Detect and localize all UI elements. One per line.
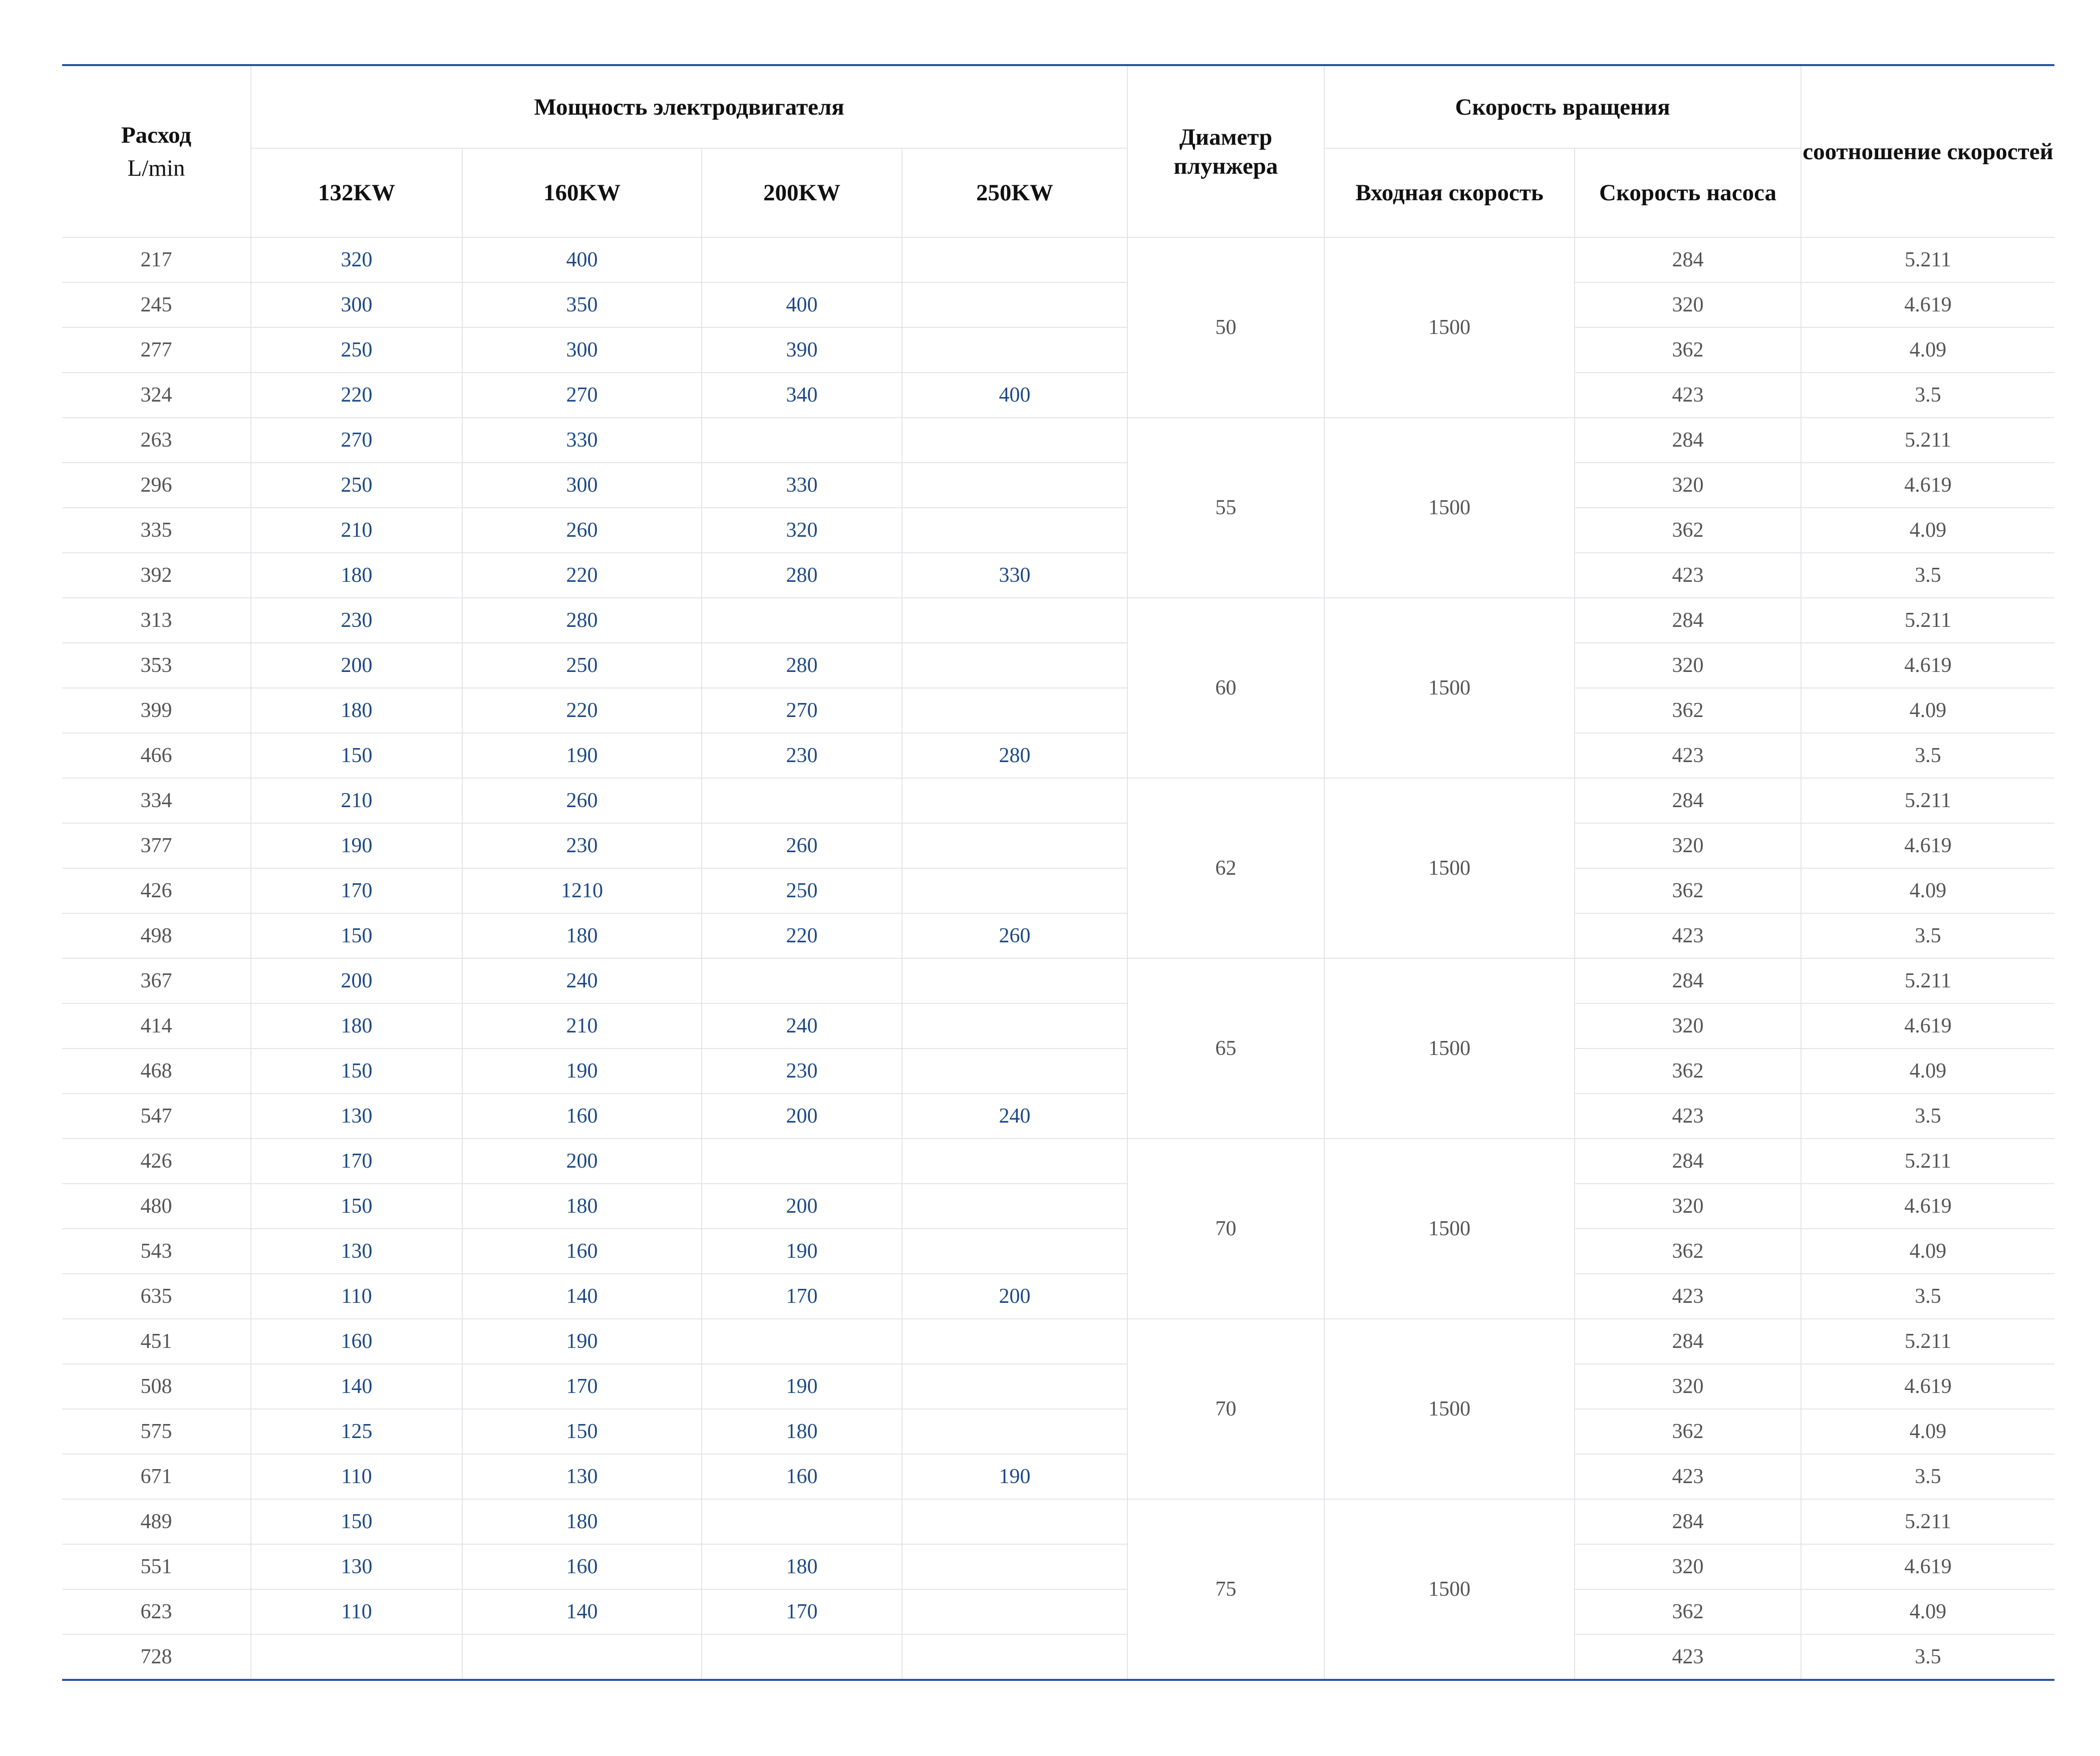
speed-ratio-cell: 3.5 bbox=[1801, 733, 2054, 778]
pressure-132kw-cell: 110 bbox=[251, 1589, 462, 1634]
pump-speed-cell: 423 bbox=[1575, 913, 1801, 958]
pump-speed-cell: 423 bbox=[1575, 1454, 1801, 1499]
pressure-132kw-cell: 180 bbox=[251, 1003, 462, 1048]
pressure-132kw-cell: 150 bbox=[251, 913, 462, 958]
pressure-132kw-cell: 110 bbox=[251, 1454, 462, 1499]
pump-speed-cell: 284 bbox=[1575, 1499, 1801, 1544]
pressure-250kw-cell bbox=[902, 508, 1127, 553]
pump-speed-cell: 362 bbox=[1575, 327, 1801, 373]
pump-spec-table bbox=[62, 64, 2054, 1681]
pump-speed-cell: 284 bbox=[1575, 598, 1801, 643]
spec-table-body bbox=[62, 237, 2054, 1680]
table-row bbox=[62, 1229, 2054, 1274]
table-row bbox=[62, 1184, 2054, 1229]
speed-ratio-cell: 5.211 bbox=[1801, 418, 2054, 463]
pressure-132kw-cell: 130 bbox=[251, 1094, 462, 1139]
pressure-200kw-cell: 160 bbox=[702, 1454, 902, 1499]
pressure-132kw-cell: 320 bbox=[251, 237, 462, 282]
flow-cell: 217 bbox=[62, 237, 251, 282]
pump-speed-cell: 320 bbox=[1575, 1544, 1801, 1589]
pressure-250kw-cell bbox=[902, 823, 1127, 868]
pressure-132kw-cell: 130 bbox=[251, 1544, 462, 1589]
pump-speed-cell: 423 bbox=[1575, 553, 1801, 598]
pressure-250kw-cell: 280 bbox=[902, 733, 1127, 778]
pressure-132kw-cell: 210 bbox=[251, 508, 462, 553]
input-speed-cell: 1500 bbox=[1324, 598, 1575, 778]
pressure-250kw-cell bbox=[902, 1139, 1127, 1184]
pressure-200kw-cell bbox=[702, 958, 902, 1003]
speed-ratio-cell: 3.5 bbox=[1801, 1094, 2054, 1139]
pressure-250kw-cell bbox=[902, 1319, 1127, 1364]
table-row bbox=[62, 1094, 2054, 1139]
pressure-250kw-cell: 240 bbox=[902, 1094, 1127, 1139]
speed-ratio-cell: 3.5 bbox=[1801, 913, 2054, 958]
flow-cell: 263 bbox=[62, 418, 251, 463]
pump-speed-cell: 320 bbox=[1575, 1003, 1801, 1048]
table-row bbox=[62, 463, 2054, 508]
power-160kw-label: 160KW bbox=[543, 180, 621, 206]
plunger-diameter-cell: 50 bbox=[1127, 237, 1324, 418]
pump-speed-cell: 362 bbox=[1575, 508, 1801, 553]
pump-speed-cell: 284 bbox=[1575, 1319, 1801, 1364]
pressure-132kw-cell: 170 bbox=[251, 868, 462, 913]
flow-cell: 426 bbox=[62, 868, 251, 913]
flow-cell: 728 bbox=[62, 1634, 251, 1680]
speed-ratio-cell: 5.211 bbox=[1801, 958, 2054, 1003]
pressure-160kw-cell: 1210 bbox=[462, 868, 702, 913]
pump-speed-cell: 423 bbox=[1575, 733, 1801, 778]
speed-ratio-cell: 4.09 bbox=[1801, 1048, 2054, 1094]
pressure-250kw-cell: 190 bbox=[902, 1454, 1127, 1499]
table-row bbox=[62, 327, 2054, 373]
flow-cell: 277 bbox=[62, 327, 251, 373]
pump-speed-cell: 284 bbox=[1575, 237, 1801, 282]
pressure-200kw-cell: 260 bbox=[702, 823, 902, 868]
pressure-160kw-cell: 190 bbox=[462, 733, 702, 778]
pressure-250kw-cell bbox=[902, 1544, 1127, 1589]
pressure-200kw-cell: 340 bbox=[702, 373, 902, 418]
pressure-200kw-cell bbox=[702, 598, 902, 643]
power-250kw-label: 250KW bbox=[976, 180, 1054, 206]
pressure-132kw-cell: 130 bbox=[251, 1229, 462, 1274]
pressure-160kw-cell: 350 bbox=[462, 282, 702, 327]
pressure-200kw-cell bbox=[702, 1634, 902, 1680]
pump-speed-cell: 423 bbox=[1575, 373, 1801, 418]
pressure-160kw-cell bbox=[462, 1634, 702, 1680]
pump-speed-cell: 362 bbox=[1575, 1409, 1801, 1454]
pressure-160kw-cell: 220 bbox=[462, 553, 702, 598]
speed-ratio-cell: 5.211 bbox=[1801, 598, 2054, 643]
pump-speed-cell: 362 bbox=[1575, 1048, 1801, 1094]
pump-speed-cell: 284 bbox=[1575, 418, 1801, 463]
pressure-160kw-cell: 280 bbox=[462, 598, 702, 643]
pressure-160kw-cell: 270 bbox=[462, 373, 702, 418]
flow-cell: 313 bbox=[62, 598, 251, 643]
pressure-250kw-cell: 200 bbox=[902, 1274, 1127, 1319]
pressure-160kw-cell: 260 bbox=[462, 508, 702, 553]
pressure-132kw-cell: 140 bbox=[251, 1364, 462, 1409]
table-row bbox=[62, 1319, 2054, 1364]
pressure-250kw-cell: 330 bbox=[902, 553, 1127, 598]
flow-cell: 377 bbox=[62, 823, 251, 868]
speed-ratio-cell: 4.09 bbox=[1801, 327, 2054, 373]
pressure-200kw-cell: 220 bbox=[702, 913, 902, 958]
speed-ratio-cell: 3.5 bbox=[1801, 553, 2054, 598]
pressure-250kw-cell bbox=[902, 237, 1127, 282]
flow-column-header bbox=[62, 65, 251, 237]
pressure-200kw-cell: 230 bbox=[702, 733, 902, 778]
pump-speed-cell: 284 bbox=[1575, 958, 1801, 1003]
plunger-diameter-header: Диаметр плунжера bbox=[1127, 65, 1324, 237]
flow-cell: 468 bbox=[62, 1048, 251, 1094]
pressure-200kw-cell: 200 bbox=[702, 1094, 902, 1139]
pressure-250kw-cell bbox=[902, 327, 1127, 373]
flow-cell: 671 bbox=[62, 1454, 251, 1499]
pressure-200kw-cell: 230 bbox=[702, 1048, 902, 1094]
pressure-132kw-cell: 180 bbox=[251, 553, 462, 598]
table-row bbox=[62, 1409, 2054, 1454]
pressure-250kw-cell bbox=[902, 778, 1127, 823]
flow-cell: 551 bbox=[62, 1544, 251, 1589]
input-speed-cell: 1500 bbox=[1324, 958, 1575, 1139]
table-row bbox=[62, 778, 2054, 823]
pressure-250kw-cell bbox=[902, 868, 1127, 913]
pressure-250kw-cell bbox=[902, 463, 1127, 508]
speed-ratio-cell: 4.09 bbox=[1801, 1229, 2054, 1274]
speed-ratio-header: соотношение скоростей bbox=[1801, 65, 2054, 237]
pressure-160kw-cell: 140 bbox=[462, 1274, 702, 1319]
table-row bbox=[62, 643, 2054, 688]
pressure-132kw-cell: 150 bbox=[251, 1184, 462, 1229]
speed-ratio-cell: 5.211 bbox=[1801, 1319, 2054, 1364]
speed-ratio-cell: 5.211 bbox=[1801, 237, 2054, 282]
flow-cell: 335 bbox=[62, 508, 251, 553]
pressure-132kw-cell: 250 bbox=[251, 327, 462, 373]
flow-cell: 543 bbox=[62, 1229, 251, 1274]
speed-ratio-cell: 4.619 bbox=[1801, 1364, 2054, 1409]
input-speed-cell: 1500 bbox=[1324, 778, 1575, 958]
pressure-200kw-cell: 170 bbox=[702, 1274, 902, 1319]
pressure-200kw-cell: 190 bbox=[702, 1364, 902, 1409]
table-row bbox=[62, 1499, 2054, 1544]
pressure-250kw-cell bbox=[902, 598, 1127, 643]
table-row bbox=[62, 1544, 2054, 1589]
power-132kw-label: 132KW bbox=[318, 180, 396, 206]
input-speed-cell: 1500 bbox=[1324, 237, 1575, 418]
pressure-250kw-cell: 400 bbox=[902, 373, 1127, 418]
pressure-200kw-cell: 280 bbox=[702, 643, 902, 688]
pressure-132kw-cell: 270 bbox=[251, 418, 462, 463]
pressure-160kw-cell: 220 bbox=[462, 688, 702, 733]
pressure-250kw-cell bbox=[902, 643, 1127, 688]
speed-ratio-cell: 4.619 bbox=[1801, 282, 2054, 327]
input-speed-cell: 1500 bbox=[1324, 1319, 1575, 1499]
pressure-200kw-cell: 250 bbox=[702, 868, 902, 913]
pressure-160kw-cell: 250 bbox=[462, 643, 702, 688]
flow-cell: 635 bbox=[62, 1274, 251, 1319]
pressure-160kw-cell: 150 bbox=[462, 1409, 702, 1454]
pressure-200kw-cell: 200 bbox=[702, 1184, 902, 1229]
pump-speed-cell: 320 bbox=[1575, 643, 1801, 688]
pressure-250kw-cell bbox=[902, 282, 1127, 327]
pressure-250kw-cell bbox=[902, 1634, 1127, 1680]
pressure-160kw-cell: 190 bbox=[462, 1048, 702, 1094]
speed-ratio-cell: 4.619 bbox=[1801, 643, 2054, 688]
pressure-250kw-cell bbox=[902, 1589, 1127, 1634]
pump-speed-cell: 423 bbox=[1575, 1274, 1801, 1319]
pressure-250kw-cell: 260 bbox=[902, 913, 1127, 958]
pump-speed-cell: 320 bbox=[1575, 463, 1801, 508]
speed-ratio-cell: 4.09 bbox=[1801, 508, 2054, 553]
rotation-speed-header: Скорость вращения bbox=[1324, 65, 1801, 148]
flow-cell: 623 bbox=[62, 1589, 251, 1634]
flow-cell: 245 bbox=[62, 282, 251, 327]
table-row bbox=[62, 598, 2054, 643]
flow-cell: 353 bbox=[62, 643, 251, 688]
pressure-160kw-cell: 180 bbox=[462, 1184, 702, 1229]
pressure-132kw-cell bbox=[251, 1634, 462, 1680]
pressure-200kw-cell: 180 bbox=[702, 1544, 902, 1589]
pump-speed-header: Скорость насоса bbox=[1575, 148, 1801, 237]
pressure-250kw-cell bbox=[902, 418, 1127, 463]
plunger-diameter-cell: 60 bbox=[1127, 598, 1324, 778]
table-row bbox=[62, 913, 2054, 958]
pressure-200kw-cell: 280 bbox=[702, 553, 902, 598]
pressure-160kw-cell: 160 bbox=[462, 1544, 702, 1589]
pressure-132kw-cell: 220 bbox=[251, 373, 462, 418]
pressure-200kw-cell: 330 bbox=[702, 463, 902, 508]
pressure-160kw-cell: 160 bbox=[462, 1094, 702, 1139]
speed-ratio-cell: 5.211 bbox=[1801, 1499, 2054, 1544]
table-row bbox=[62, 1274, 2054, 1319]
pump-speed-cell: 284 bbox=[1575, 778, 1801, 823]
pressure-160kw-cell: 180 bbox=[462, 913, 702, 958]
pressure-250kw-cell bbox=[902, 1048, 1127, 1094]
pressure-132kw-cell: 125 bbox=[251, 1409, 462, 1454]
flow-unit: L/min bbox=[127, 155, 185, 181]
pressure-200kw-cell: 270 bbox=[702, 688, 902, 733]
flow-cell: 508 bbox=[62, 1364, 251, 1409]
pressure-132kw-cell: 230 bbox=[251, 598, 462, 643]
power-160kw-header bbox=[462, 148, 702, 237]
power-250kw-header bbox=[902, 148, 1127, 237]
speed-ratio-cell: 4.619 bbox=[1801, 463, 2054, 508]
pump-speed-cell: 320 bbox=[1575, 823, 1801, 868]
input-speed-cell: 1500 bbox=[1324, 1139, 1575, 1319]
pressure-160kw-cell: 190 bbox=[462, 1319, 702, 1364]
flow-cell: 451 bbox=[62, 1319, 251, 1364]
pressure-200kw-cell bbox=[702, 418, 902, 463]
pressure-200kw-cell bbox=[702, 1139, 902, 1184]
table-row bbox=[62, 868, 2054, 913]
pressure-132kw-cell: 150 bbox=[251, 733, 462, 778]
pressure-200kw-cell: 190 bbox=[702, 1229, 902, 1274]
flow-cell: 547 bbox=[62, 1094, 251, 1139]
pressure-250kw-cell bbox=[902, 1184, 1127, 1229]
pressure-200kw-cell: 400 bbox=[702, 282, 902, 327]
power-200kw-label: 200KW bbox=[763, 180, 841, 206]
pressure-200kw-cell bbox=[702, 237, 902, 282]
speed-ratio-cell: 4.09 bbox=[1801, 868, 2054, 913]
table-row bbox=[62, 237, 2054, 282]
pressure-250kw-cell bbox=[902, 1229, 1127, 1274]
pressure-160kw-cell: 300 bbox=[462, 463, 702, 508]
pressure-200kw-cell bbox=[702, 778, 902, 823]
input-speed-header: Входная скорость bbox=[1324, 148, 1575, 237]
pressure-132kw-cell: 200 bbox=[251, 958, 462, 1003]
speed-ratio-cell: 4.09 bbox=[1801, 688, 2054, 733]
flow-cell: 498 bbox=[62, 913, 251, 958]
flow-cell: 296 bbox=[62, 463, 251, 508]
plunger-diameter-cell: 75 bbox=[1127, 1499, 1324, 1680]
table-row bbox=[62, 418, 2054, 463]
speed-ratio-cell: 3.5 bbox=[1801, 1454, 2054, 1499]
motor-power-header: Мощность электродвигателя bbox=[251, 65, 1127, 148]
pressure-132kw-cell: 170 bbox=[251, 1139, 462, 1184]
pressure-200kw-cell: 170 bbox=[702, 1589, 902, 1634]
pressure-132kw-cell: 150 bbox=[251, 1499, 462, 1544]
pressure-160kw-cell: 230 bbox=[462, 823, 702, 868]
flow-cell: 399 bbox=[62, 688, 251, 733]
pump-speed-cell: 362 bbox=[1575, 1589, 1801, 1634]
speed-ratio-cell: 4.619 bbox=[1801, 1003, 2054, 1048]
pressure-132kw-cell: 190 bbox=[251, 823, 462, 868]
pressure-160kw-cell: 260 bbox=[462, 778, 702, 823]
pressure-200kw-cell: 390 bbox=[702, 327, 902, 373]
table-row bbox=[62, 688, 2054, 733]
flow-cell: 480 bbox=[62, 1184, 251, 1229]
table-row bbox=[62, 1048, 2054, 1094]
pressure-160kw-cell: 140 bbox=[462, 1589, 702, 1634]
power-200kw-header bbox=[702, 148, 902, 237]
flow-cell: 392 bbox=[62, 553, 251, 598]
pressure-160kw-cell: 130 bbox=[462, 1454, 702, 1499]
plunger-diameter-cell: 65 bbox=[1127, 958, 1324, 1139]
speed-ratio-cell: 4.619 bbox=[1801, 1184, 2054, 1229]
speed-ratio-cell: 4.09 bbox=[1801, 1409, 2054, 1454]
pump-speed-cell: 362 bbox=[1575, 688, 1801, 733]
table-row bbox=[62, 823, 2054, 868]
table-row bbox=[62, 958, 2054, 1003]
pump-speed-cell: 284 bbox=[1575, 1139, 1801, 1184]
flow-cell: 334 bbox=[62, 778, 251, 823]
pressure-132kw-cell: 180 bbox=[251, 688, 462, 733]
plunger-diameter-cell: 70 bbox=[1127, 1139, 1324, 1319]
pressure-132kw-cell: 160 bbox=[251, 1319, 462, 1364]
pressure-250kw-cell bbox=[902, 688, 1127, 733]
pump-speed-cell: 423 bbox=[1575, 1094, 1801, 1139]
pressure-132kw-cell: 300 bbox=[251, 282, 462, 327]
pump-speed-cell: 362 bbox=[1575, 1229, 1801, 1274]
table-row bbox=[62, 373, 2054, 418]
pressure-132kw-cell: 200 bbox=[251, 643, 462, 688]
pressure-160kw-cell: 170 bbox=[462, 1364, 702, 1409]
pressure-160kw-cell: 160 bbox=[462, 1229, 702, 1274]
speed-ratio-cell: 4.619 bbox=[1801, 823, 2054, 868]
pressure-132kw-cell: 150 bbox=[251, 1048, 462, 1094]
input-speed-cell: 1500 bbox=[1324, 418, 1575, 598]
pump-speed-cell: 320 bbox=[1575, 1184, 1801, 1229]
pressure-160kw-cell: 240 bbox=[462, 958, 702, 1003]
flow-cell: 426 bbox=[62, 1139, 251, 1184]
flow-cell: 466 bbox=[62, 733, 251, 778]
pressure-160kw-cell: 330 bbox=[462, 418, 702, 463]
pressure-132kw-cell: 250 bbox=[251, 463, 462, 508]
table-row bbox=[62, 1364, 2054, 1409]
pressure-250kw-cell bbox=[902, 1409, 1127, 1454]
table-row bbox=[62, 1454, 2054, 1499]
pressure-250kw-cell bbox=[902, 1003, 1127, 1048]
flow-cell: 575 bbox=[62, 1409, 251, 1454]
plunger-diameter-cell: 62 bbox=[1127, 778, 1324, 958]
table-row bbox=[62, 1139, 2054, 1184]
speed-ratio-cell: 5.211 bbox=[1801, 778, 2054, 823]
pressure-160kw-cell: 210 bbox=[462, 1003, 702, 1048]
speed-ratio-cell: 4.619 bbox=[1801, 1544, 2054, 1589]
pressure-160kw-cell: 400 bbox=[462, 237, 702, 282]
speed-ratio-cell: 3.5 bbox=[1801, 373, 2054, 418]
input-speed-cell: 1500 bbox=[1324, 1499, 1575, 1680]
pressure-160kw-cell: 200 bbox=[462, 1139, 702, 1184]
table-row bbox=[62, 1634, 2054, 1680]
table-row bbox=[62, 553, 2054, 598]
speed-ratio-cell: 3.5 bbox=[1801, 1274, 2054, 1319]
speed-ratio-cell: 4.09 bbox=[1801, 1589, 2054, 1634]
table-row bbox=[62, 1589, 2054, 1634]
plunger-diameter-cell: 70 bbox=[1127, 1319, 1324, 1499]
pressure-200kw-cell: 240 bbox=[702, 1003, 902, 1048]
plunger-diameter-cell: 55 bbox=[1127, 418, 1324, 598]
flow-cell: 324 bbox=[62, 373, 251, 418]
table-row bbox=[62, 508, 2054, 553]
speed-ratio-cell: 3.5 bbox=[1801, 1634, 2054, 1680]
pump-speed-cell: 320 bbox=[1575, 1364, 1801, 1409]
flow-cell: 367 bbox=[62, 958, 251, 1003]
flow-cell: 489 bbox=[62, 1499, 251, 1544]
speed-ratio-cell: 5.211 bbox=[1801, 1139, 2054, 1184]
pressure-200kw-cell bbox=[702, 1499, 902, 1544]
table-row bbox=[62, 1003, 2054, 1048]
pump-speed-cell: 320 bbox=[1575, 282, 1801, 327]
pump-speed-cell: 362 bbox=[1575, 868, 1801, 913]
pressure-200kw-cell bbox=[702, 1319, 902, 1364]
power-132kw-header bbox=[251, 148, 462, 237]
pump-speed-cell: 423 bbox=[1575, 1634, 1801, 1680]
pressure-200kw-cell: 180 bbox=[702, 1409, 902, 1454]
flow-title: Расход bbox=[121, 122, 192, 148]
pressure-250kw-cell bbox=[902, 1364, 1127, 1409]
table-row bbox=[62, 733, 2054, 778]
pressure-200kw-cell: 320 bbox=[702, 508, 902, 553]
pressure-132kw-cell: 110 bbox=[251, 1274, 462, 1319]
pressure-160kw-cell: 300 bbox=[462, 327, 702, 373]
pressure-160kw-cell: 180 bbox=[462, 1499, 702, 1544]
pressure-250kw-cell bbox=[902, 958, 1127, 1003]
pressure-250kw-cell bbox=[902, 1499, 1127, 1544]
flow-cell: 414 bbox=[62, 1003, 251, 1048]
table-row bbox=[62, 282, 2054, 327]
pressure-132kw-cell: 210 bbox=[251, 778, 462, 823]
